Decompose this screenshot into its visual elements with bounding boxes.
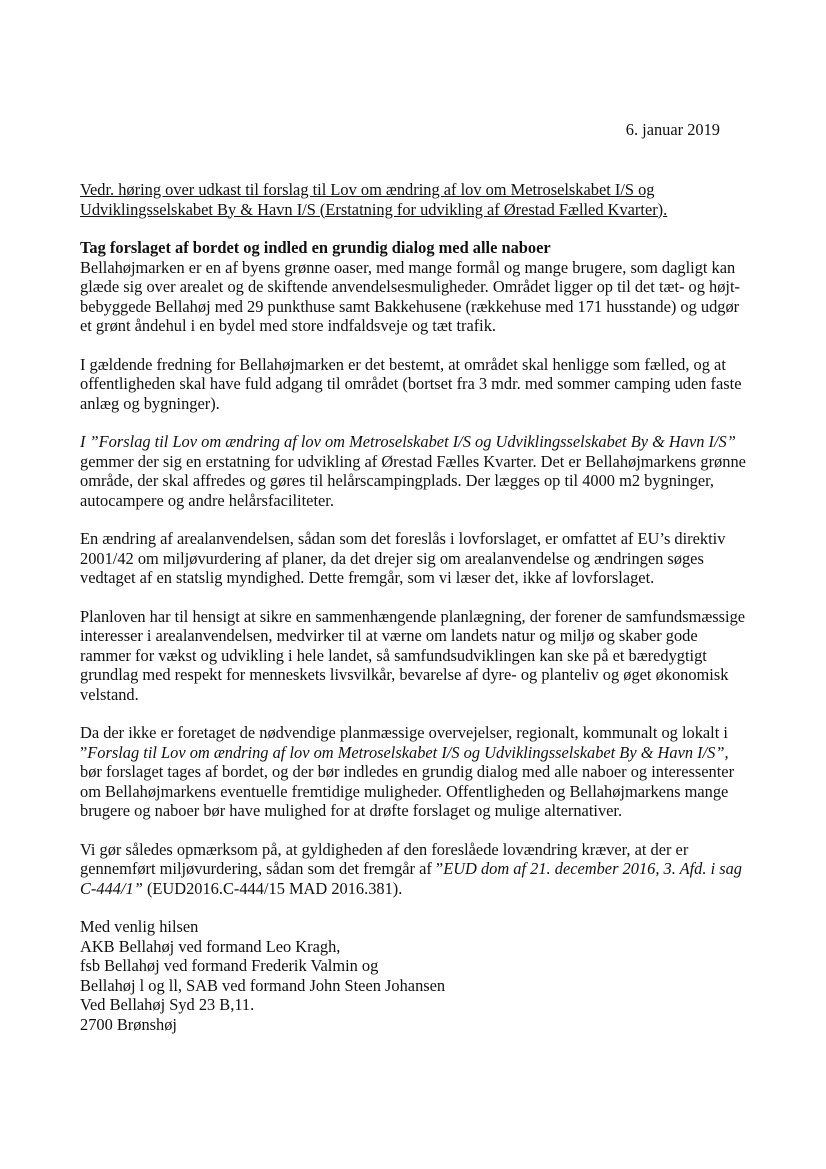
signature-line: Bellahøj l og ll, SAB ved formand John Steen Johansen [80, 975, 446, 995]
signature-line: 2700 Brønshøj [80, 1014, 177, 1034]
intro-section [80, 238, 748, 336]
paragraph-6-law-title: Forslag til Lov om ændring af lov om Metroselskabet I/S og Udviklingsselskabet By & Havn I/S”, [87, 742, 729, 762]
paragraph-4: En ændring af arealanvendelsen, sådan som det foreslås i lovforslaget, er omfattet af EU’s direktiv 2001/42 om miljøvurdering af planer, da det drejer sig om arealanvendelse og ændringen søges vedtaget af en statslig myndighed. Dette fremgår, som vi læser det, ikke af lovforslaget. [80, 529, 726, 587]
signature-line: Ved Bellahøj Syd 23 B,11. [80, 995, 255, 1014]
paragraph-6-prefix: Da der ikke er foretaget de nødvendige planmæssige overvejelser, regionalt, kommunalt og lokalt i ” [80, 723, 728, 762]
paragraph-2: I gældende fredning for Bellahøjmarken er det bestemt, at området skal henligge som fælled, og at offentligheden skal have fuld adgang til området (bortset fra 3 mdr. med sommer camping uden faste anlæg og bygninger). [80, 354, 742, 413]
letter-date: 6. januar 2019 [625, 120, 720, 139]
signature-line: fsb Bellahøj ved formand Frederik Valmin og [80, 956, 379, 975]
paragraph-6-text: bør forslaget tages af bordet, og der bør indledes en grundig dialog med alle naboer og interessenter om Bellahøjmarkens eventuelle fremtidige muligheder. Offentligheden og Bellahøjmarkens mange brugere og naboer bør have mulighed for at drøfte forslaget og mulige alternativer. [80, 762, 735, 820]
paragraph-3-prefix: I ” [80, 432, 99, 451]
paragraph-7-text: (EUD2016.C-444/15 MAD 2016.381). [142, 878, 403, 898]
paragraph-7-court-ruling: EUD dom af 21. december 2016, 3. Afd. i sag C-444/1” [80, 859, 742, 898]
paragraph-7 [80, 840, 748, 899]
paragraph-3-text: gemmer der sig en erstatning for udvikling af Ørestad Fælles Kvarter. Det er Bellahøjmarkens grønne område, der skal affredes og gøres til helårscampingplads. Der lægges op til 4000 m2 bygninger, autocampere og andre helårsfaciliteter. [80, 451, 746, 510]
paragraph-7-prefix: Vi gør således opmærksom på, at gyldigheden af den foreslåede lovændring kræver, at der er gennemført miljøvurdering, sådan som det fremgår af ” [80, 839, 689, 878]
signature-line: Med venlig hilsen [80, 917, 199, 936]
letter-body [80, 180, 748, 1034]
paragraph-3 [80, 432, 748, 510]
paragraph-1: Bellahøjmarken er en af byens grønne oaser, med mange formål og mange brugere, som dagligt kan glæde sig over arealet og de skiftende anvendelsesmuligheder. Området ligger op til det tæt- og højt-bebyggede Bellahøj med 29 punkthuse samt Bakkehusene (rækkehuse med 171 husstande) og udgør et grønt åndehul i en bydel med store indfaldsveje og tæt trafik. [80, 257, 741, 335]
paragraph-5: Planloven har til hensigt at sikre en sammenhængende planlægning, der forener de samfundsmæssige interesser i arealanvendelsen, medvirker til at værne om landets natur og miljø og skaber gode rammer for vækst og udvikling i hele landet, så samfundsudviklingen kan ske på et bæredygtigt grundlag med respekt for menneskets livsvilkår, bevarelse af dyre- og planteliv og øget økonomisk velstand. [80, 606, 746, 704]
subject-line: Vedr. høring over udkast til forslag til Lov om ændring af lov om Metroselskabet I/S og Udviklingsselskabet By & Havn I/S (Erstatning for udvikling af Ørestad Fælled Kvarter). [80, 180, 668, 219]
paragraph-3-law-title: Forslag til Lov om ændring af lov om Metroselskabet I/S og Udviklingsselskabet By & Havn I/S” [98, 432, 736, 451]
signature-line: AKB Bellahøj ved formand Leo Kragh, [80, 936, 341, 956]
paragraph-6 [80, 723, 748, 821]
signature-block [80, 917, 748, 1034]
section-heading: Tag forslaget af bordet og indled en grundig dialog med alle naboer [80, 238, 551, 257]
